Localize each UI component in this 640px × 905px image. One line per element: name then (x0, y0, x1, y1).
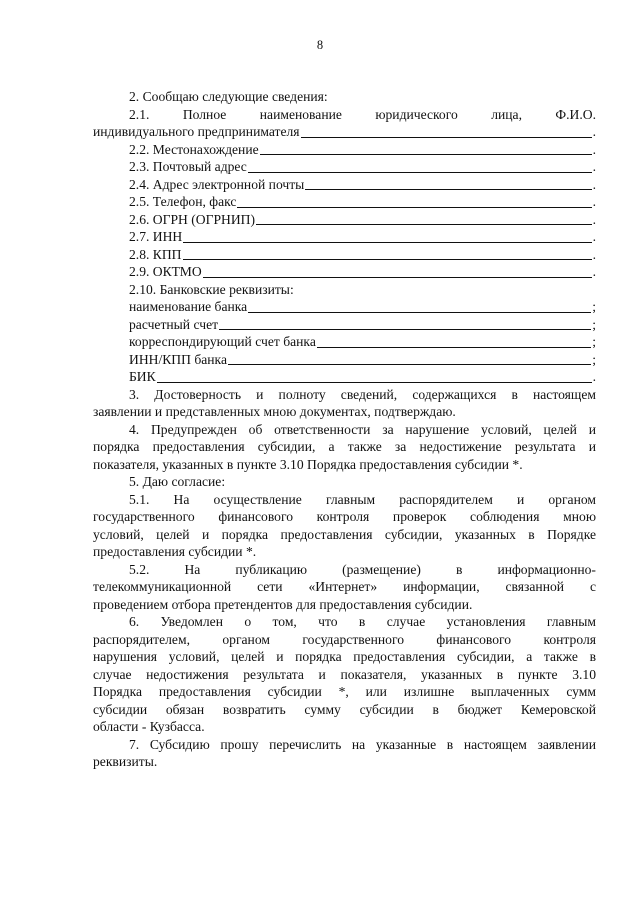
word: Полное (182, 106, 227, 122)
field-label: 2.2. Местонахождение (129, 141, 259, 157)
paragraph-6-line: Порядка предоставления субсидии *, или излишне выплаченных сумм (93, 684, 596, 699)
blank-line[interactable] (256, 211, 592, 225)
word: 5.2. (129, 561, 150, 577)
field-email[interactable]: 2.4. Адрес электронной почты . (129, 176, 596, 192)
paragraph-6-line: области - Кузбасса. (93, 719, 205, 734)
field-label: наименование банка (129, 299, 248, 314)
paragraph-4-line: показателя, указанных в пункте 3.10 Порядка предоставления субсидии *. (93, 456, 523, 472)
paragraph-6-line: распорядителем, органом государственного финансового контроля (93, 631, 596, 647)
word: в (455, 561, 463, 577)
field-corr-account[interactable]: корреспондирующий счет банка ; (129, 334, 596, 349)
word: информационно- (497, 561, 596, 577)
paragraph-5-2-line: проведением отбора претендентов для предоставления субсидии. (93, 596, 473, 612)
section-intro: 2. Сообщаю следующие сведения: (129, 89, 328, 104)
field-label: 2.3. Почтовый адрес (129, 159, 247, 174)
word: юридического (375, 106, 458, 122)
word: На (184, 561, 201, 577)
field-bank-name[interactable]: наименование банка ; (129, 299, 596, 314)
blank-line[interactable] (157, 369, 592, 383)
paragraph-7-line: 7. Субсидию прошу перечислить на указанные в настоящем заявлении (129, 736, 596, 752)
bank-details-heading: 2.10. Банковские реквизиты: (129, 281, 294, 297)
paragraph-7-line: реквизиты. (93, 754, 158, 769)
field-label: 2.6. ОГРН (ОГРНИП) (129, 211, 255, 227)
field-bik[interactable]: БИК . (129, 369, 596, 384)
blank-line[interactable] (219, 316, 591, 330)
blank-line[interactable] (248, 159, 592, 173)
word: (размещение) (342, 561, 421, 577)
paragraph-6-line: субсидии обязан возвратить сумму субсидии в бюджет Кемеровской (93, 701, 596, 717)
paragraph-5-1-line: 5.1. На осуществление главным распорядителем и органом (129, 491, 596, 507)
blank-line[interactable] (301, 124, 592, 138)
document-body (93, 88, 596, 771)
field-legal-name[interactable]: индивидуального предпринимателя . (93, 124, 596, 139)
field-label: 2.5. Телефон, факс (129, 194, 237, 209)
field-ogrn[interactable]: 2.6. ОГРН (ОГРНИП) . (129, 211, 596, 227)
field-label: 2.9. ОКТМО (129, 264, 202, 279)
field-location[interactable]: 2.2. Местонахождение . (129, 141, 596, 157)
blank-line[interactable] (228, 351, 591, 365)
blank-line[interactable] (260, 141, 592, 155)
field-label: 2.4. Адрес электронной почты (129, 176, 305, 192)
blank-line[interactable] (203, 264, 592, 278)
field-label: расчетный счет (129, 316, 219, 332)
field-postal-address[interactable]: 2.3. Почтовый адрес . (129, 159, 596, 174)
paragraph-5-1-line: государственного финансового контроля проверок соблюдения мною (93, 509, 596, 524)
paragraph-5-1-line: предоставления субсидии *. (93, 544, 257, 559)
field-label: 2.7. ИНН (129, 229, 183, 244)
field-label: ИНН/КПП банка (129, 351, 227, 367)
paragraph-5-heading: 5. Даю согласие: (129, 474, 226, 489)
page-number: 8 (316, 38, 324, 52)
field-oktmo[interactable]: 2.9. ОКТМО . (129, 264, 596, 279)
field-account[interactable]: расчетный счет ; (129, 316, 596, 332)
blank-line[interactable] (183, 229, 591, 243)
paragraph-5-1-line: условий, целей и порядка предоставления субсидии, указанных в Порядке (93, 526, 596, 542)
paragraph-3-line: заявлении и представленных мною документах, подтверждаю. (93, 404, 456, 419)
blank-line[interactable] (305, 176, 591, 190)
field-label: корреспондирующий счет банка (129, 334, 316, 349)
paragraph-3-line: 3. Достоверность и полноту сведений, содержащихся в настоящем (129, 386, 596, 402)
blank-line[interactable] (317, 334, 591, 348)
word: 2.1. (129, 106, 150, 122)
field-label: индивидуального предпринимателя (93, 124, 300, 139)
blank-line[interactable] (248, 299, 591, 313)
word: лица, (491, 106, 522, 122)
item-2-1-first-line (93, 106, 596, 124)
word: Ф.И.О. (555, 106, 596, 122)
field-bank-inn-kpp[interactable]: ИНН/КПП банка ; (129, 351, 596, 367)
blank-line[interactable] (183, 246, 592, 260)
field-label: БИК (129, 369, 156, 384)
word: наименование (259, 106, 342, 122)
field-inn[interactable]: 2.7. ИНН . (129, 229, 596, 244)
paragraph-6-line: нарушения условий, целей и порядка предоставления субсидии, а также в (93, 649, 596, 664)
field-kpp[interactable]: 2.8. КПП . (129, 246, 596, 262)
paragraph-4-line: порядка предоставления субсидии, а также за недостижение результата и (93, 439, 596, 454)
paragraph-6-line: 6. Уведомлен о том, что в случае установления главным (129, 614, 596, 629)
field-label: 2.8. КПП (129, 246, 182, 262)
field-phone-fax[interactable]: 2.5. Телефон, факс . (129, 194, 596, 209)
paragraph-5-2-first-line (93, 561, 596, 579)
paragraph-6-line: случае недостижения результата и показателя, указанных в пункте 3.10 (93, 666, 596, 682)
paragraph-5-2-line: телекоммуникационной сети «Интернет» информации, связанной с (93, 579, 596, 594)
blank-line[interactable] (237, 194, 591, 208)
word: публикацию (235, 561, 308, 577)
paragraph-4-line: 4. Предупрежден об ответственности за нарушение условий, целей и (129, 421, 596, 437)
